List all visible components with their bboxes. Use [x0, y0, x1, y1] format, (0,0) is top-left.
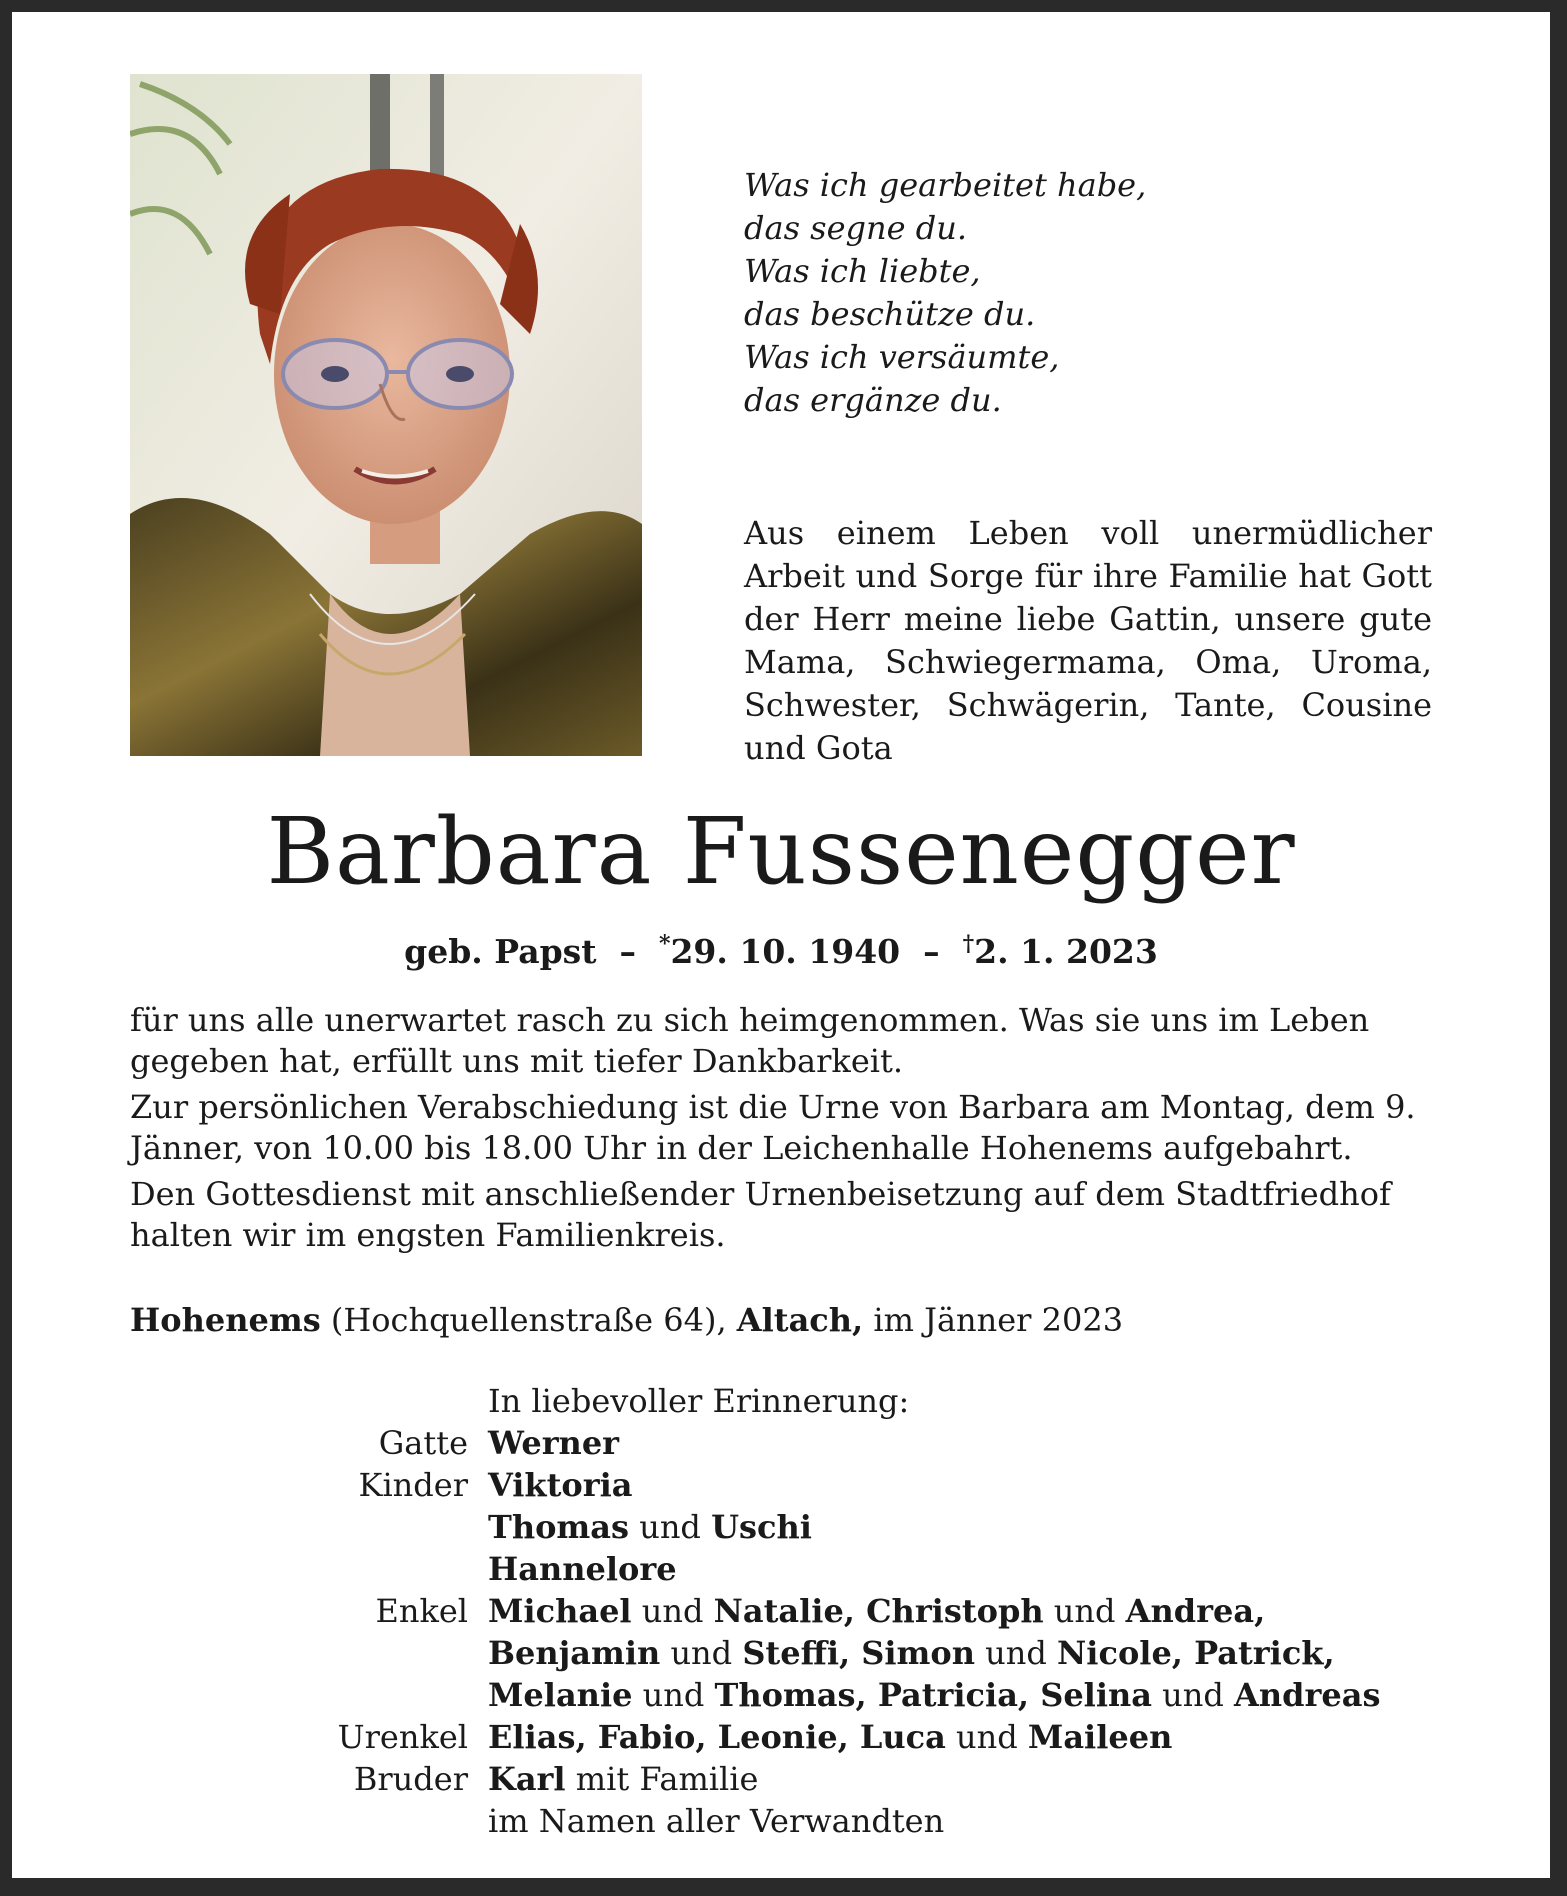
obituary-page	[12, 12, 1550, 1878]
memory-heading: In liebevoller Erinnerung:	[488, 1382, 910, 1420]
mourner-row	[312, 1506, 1432, 1548]
relation-label: Enkel	[375, 1592, 468, 1630]
conjunction: und	[660, 1634, 743, 1672]
relation-label: Gatte	[378, 1424, 468, 1462]
mourner-row	[312, 1548, 1432, 1590]
portrait-image	[130, 74, 642, 756]
birth-name: geb. Papst	[404, 932, 597, 971]
portrait-photo	[130, 74, 642, 756]
place-address: (Hochquellenstraße 64),	[320, 1301, 737, 1339]
conjunction: und	[631, 1592, 714, 1630]
date-separator: –	[923, 932, 940, 971]
mourner-name: Uschi	[711, 1508, 812, 1546]
conjunction: und	[1043, 1592, 1126, 1630]
announcement-body	[130, 1000, 1430, 1261]
date-separator: –	[619, 932, 636, 971]
death-symbol: †	[962, 931, 975, 957]
mourner-name: Elias, Fabio, Leonie, Luca	[488, 1718, 946, 1756]
paragraph: für uns alle unerwartet rasch zu sich heimgenommen. Was sie uns im Leben gegeben hat, erfüllt uns mit tiefer Dankbarkeit.	[130, 1001, 1370, 1080]
poem-line: das segne du.	[744, 209, 967, 247]
mourner-name: Thomas, Patricia, Selina	[714, 1676, 1152, 1714]
mourner-name: Maileen	[1027, 1718, 1173, 1756]
mourner-name: Steffi, Simon	[742, 1634, 975, 1672]
poem-line: das ergänze du.	[744, 381, 1002, 419]
life-dates	[12, 922, 1550, 974]
conjunction: und	[629, 1508, 712, 1546]
intro-text: Aus einem Leben voll unermüdlicher Arbeit und Sorge für ihre Familie hat Gott der Herr meine liebe Gattin, unsere gute Mama, Schwiegermama, Oma, Uroma, Schwester, Schwägerin, Tante, Cousine und Gota	[744, 514, 1432, 767]
poem	[744, 164, 1404, 422]
conjunction: und	[945, 1718, 1028, 1756]
mourner-row	[312, 1590, 1432, 1632]
poem-line: Was ich liebte,	[744, 252, 981, 290]
mourner-row	[312, 1422, 1432, 1464]
conjunction: und	[632, 1676, 715, 1714]
place-city: Altach,	[736, 1301, 864, 1339]
mourner-name: Thomas	[488, 1508, 630, 1546]
mourner-name: Andrea,	[1125, 1592, 1266, 1630]
mourner-name: Melanie	[488, 1676, 633, 1714]
mourner-row	[312, 1758, 1432, 1800]
mourner-row	[312, 1716, 1432, 1758]
relation-label: Bruder	[353, 1760, 468, 1798]
poem-line: Was ich versäumte,	[744, 338, 1060, 376]
closing-line: im Namen aller Verwandten	[488, 1802, 945, 1840]
mourner-row	[312, 1674, 1432, 1716]
relation-label: Urenkel	[337, 1718, 468, 1756]
relation-label: Kinder	[358, 1466, 468, 1504]
mourner-name: Andreas	[1234, 1676, 1381, 1714]
mourner-name: Benjamin	[488, 1634, 661, 1672]
mourner-row	[312, 1464, 1432, 1506]
paragraph: Den Gottesdienst mit anschließender Urnenbeisetzung auf dem Stadtfriedhof halten wir im engsten Familienkreis.	[130, 1175, 1391, 1254]
mourner-name: Michael	[488, 1592, 632, 1630]
conjunction: und	[1151, 1676, 1235, 1714]
conjunction: und	[975, 1634, 1058, 1672]
mourners-list	[312, 1380, 1432, 1842]
poem-line: Was ich gearbeitet habe,	[744, 166, 1147, 204]
birth-symbol: *	[658, 931, 671, 957]
death-date: 2. 1. 2023	[974, 932, 1158, 971]
paragraph: Zur persönlichen Verabschiedung ist die Urne von Barbara am Montag, dem 9. Jänner, von 10.00 bis 18.00 Uhr in der Leichenhalle Hohenems aufgebahrt.	[130, 1088, 1416, 1167]
place-city: Hohenems	[130, 1301, 321, 1339]
place-date: im Jänner 2023	[863, 1301, 1124, 1339]
mourner-suffix: mit Familie	[565, 1760, 759, 1798]
birth-date: 29. 10. 1940	[670, 932, 901, 971]
mourner-name: Nicole, Patrick,	[1057, 1634, 1335, 1672]
mourner-name: Viktoria	[488, 1466, 633, 1504]
mourner-name: Karl	[488, 1760, 566, 1798]
mourner-name: Natalie, Christoph	[713, 1592, 1044, 1630]
poem-line: das beschütze du.	[744, 295, 1036, 333]
mourner-row	[312, 1632, 1432, 1674]
mourner-name: Hannelore	[488, 1550, 677, 1588]
mourner-name: Werner	[488, 1424, 620, 1462]
place-and-date	[130, 1299, 1430, 1341]
deceased-name: Barbara Fussenegger	[266, 798, 1296, 905]
